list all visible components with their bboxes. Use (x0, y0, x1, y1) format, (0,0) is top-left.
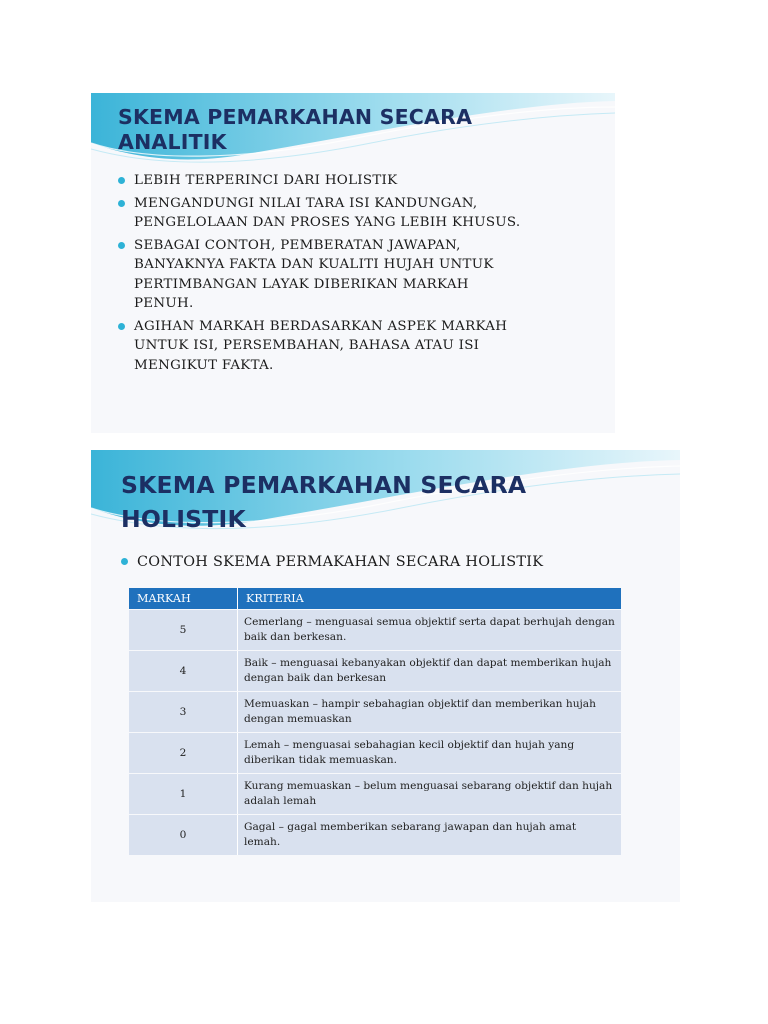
bullet-item: AGIHAN MARKAH BERDASARKAN ASPEK MARKAH UNTUK ISI, PERSEMBAHAN, BAHASA ATAU ISI MENGIKUT FAKTA. (118, 317, 598, 376)
criteria-table (129, 587, 621, 856)
table-row (129, 651, 621, 691)
kriteria-cell: Cemerlang – menguasai semua objektif serta dapat berhujah dengan baik dan berkesan. (238, 610, 621, 650)
markah-cell: 3 (129, 692, 238, 732)
slide-holistik (91, 450, 680, 902)
table-row (129, 610, 621, 650)
bullet-item: MENGANDUNGI NILAI TARA ISI KANDUNGAN, PENGELOLAAN DAN PROSES YANG LEBIH KHUSUS. (118, 194, 598, 233)
bullet-item: CONTOH SKEMA PERMAKAHAN SECARA HOLISTIK (121, 552, 661, 572)
table-row (129, 692, 621, 732)
bullet-dot-icon (118, 242, 125, 249)
table-row (129, 815, 621, 855)
markah-cell: 2 (129, 733, 238, 773)
kriteria-cell: Memuaskan – hampir sebahagian objektif dan memberikan hujah dengan memuaskan (238, 692, 621, 732)
markah-cell: 5 (129, 610, 238, 650)
slide-analitik (91, 93, 615, 433)
slide-title: SKEMA PEMARKAHAN SECARA ANALITIK (118, 105, 473, 154)
markah-cell: 4 (129, 651, 238, 691)
bullet-dot-icon (118, 200, 125, 207)
table-header-row (129, 588, 621, 609)
kriteria-cell: Kurang memuaskan – belum menguasai sebarang objektif dan hujah adalah lemah (238, 774, 621, 814)
slide-title: SKEMA PEMARKAHAN SECARA HOLISTIK (121, 471, 527, 533)
kriteria-cell: Baik – menguasai kebanyakan objektif dan dapat memberikan hujah dengan baik dan berkesan (238, 651, 621, 691)
table-row (129, 774, 621, 814)
bullet-list (121, 552, 661, 572)
kriteria-cell: Lemah – menguasai sebahagian kecil objektif dan hujah yang diberikan tidak memuaskan. (238, 733, 621, 773)
bullet-dot-icon (118, 323, 125, 330)
bullet-dot-icon (118, 177, 125, 184)
table-row (129, 733, 621, 773)
kriteria-cell: Gagal – gagal memberikan sebarang jawapan dan hujah amat lemah. (238, 815, 621, 855)
bullet-item: SEBAGAI CONTOH, PEMBERATAN JAWAPAN, BANYAKNYA FAKTA DAN KUALITI HUJAH UNTUK PERTIMBANGAN LAYAK DIBERIKAN MARKAH PENUH. (118, 236, 598, 314)
bullet-list (118, 171, 598, 378)
markah-cell: 0 (129, 815, 238, 855)
bullet-item: LEBIH TERPERINCI DARI HOLISTIK (118, 171, 598, 191)
column-header-kriteria: KRITERIA (238, 588, 621, 609)
markah-cell: 1 (129, 774, 238, 814)
column-header-markah: MARKAH (129, 588, 238, 609)
bullet-dot-icon (121, 558, 128, 565)
